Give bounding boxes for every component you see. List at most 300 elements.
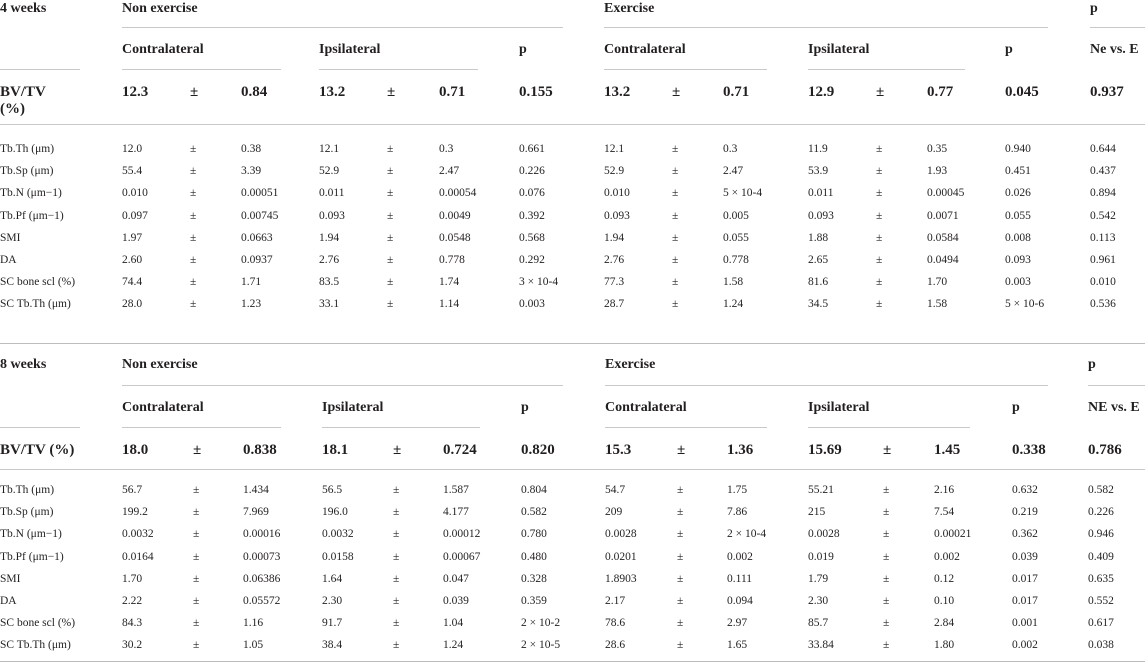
row-label: Tb.N (μm−1) bbox=[0, 187, 62, 200]
row-label: SMI bbox=[0, 572, 21, 585]
group-header-exercise: Exercise bbox=[605, 357, 656, 372]
header-rule bbox=[604, 27, 1048, 28]
table-cell: 0.582 bbox=[1088, 484, 1114, 496]
bvtv-cell: 12.9 bbox=[808, 84, 835, 100]
bvtv-cell: 0.820 bbox=[521, 442, 555, 458]
table-cell: ± bbox=[672, 276, 679, 289]
table-cell: 2.47 bbox=[439, 165, 460, 178]
table-cell: 0.093 bbox=[604, 209, 630, 222]
table-cell: 0.011 bbox=[808, 187, 834, 200]
table-cell: 0.093 bbox=[319, 209, 345, 222]
table-cell: 0.632 bbox=[1012, 484, 1038, 496]
bvtv-cell: 15.69 bbox=[808, 442, 842, 458]
subheader-p: p bbox=[519, 42, 527, 57]
table-cell: ± bbox=[677, 506, 684, 519]
table-cell: 84.3 bbox=[122, 617, 143, 630]
table-cell: 55.4 bbox=[122, 165, 143, 178]
bvtv-cell: 1.36 bbox=[727, 442, 754, 458]
table-cell: 0.0049 bbox=[439, 209, 471, 222]
table-cell: 2.97 bbox=[727, 617, 748, 630]
table-cell: 4.177 bbox=[443, 506, 469, 519]
row-label: Tb.Pf (μm−1) bbox=[0, 209, 64, 222]
table-cell: 0.226 bbox=[1088, 506, 1114, 519]
table-cell: 0.00073 bbox=[243, 550, 281, 563]
section-divider bbox=[0, 343, 1145, 344]
table-cell: 2.47 bbox=[723, 165, 744, 178]
table-cell: 2.76 bbox=[319, 254, 340, 266]
bvtv-cell: 0.84 bbox=[241, 84, 268, 100]
label-rule bbox=[0, 69, 80, 70]
table-cell: 0.0201 bbox=[605, 550, 637, 563]
table-cell: 1.23 bbox=[241, 298, 262, 311]
table-cell: ± bbox=[883, 550, 890, 563]
table-cell: 0.961 bbox=[1090, 254, 1116, 266]
table-cell: 74.4 bbox=[122, 276, 143, 289]
subheader-contralateral: Contralateral bbox=[122, 400, 204, 415]
table-cell: 0.093 bbox=[1005, 254, 1031, 266]
header-rule bbox=[1090, 27, 1145, 28]
table-cell: ± bbox=[393, 572, 400, 585]
bvtv-cell: ± bbox=[193, 442, 202, 458]
subheader-p: p bbox=[1005, 42, 1013, 57]
table-cell: 0.00051 bbox=[241, 187, 279, 200]
label-rule bbox=[0, 427, 80, 428]
table-cell: 7.86 bbox=[727, 506, 748, 519]
table-cell: ± bbox=[193, 639, 200, 652]
table-cell: 0.00012 bbox=[443, 528, 481, 541]
table-cell: 28.6 bbox=[605, 639, 626, 652]
table-cell: 0.362 bbox=[1012, 528, 1038, 541]
bvtv-cell: 12.3 bbox=[122, 84, 149, 100]
table-cell: 0.437 bbox=[1090, 165, 1116, 178]
table-cell: 0.451 bbox=[1005, 165, 1031, 178]
table-cell: 0.055 bbox=[723, 231, 749, 244]
table-cell: ± bbox=[883, 506, 890, 519]
table-cell: 0.017 bbox=[1012, 572, 1038, 585]
bvtv-cell: 1.45 bbox=[934, 442, 961, 458]
table-cell: 34.5 bbox=[808, 298, 829, 311]
table-cell: 0.38 bbox=[241, 143, 262, 155]
table-cell: 0.111 bbox=[727, 572, 753, 585]
table-cell: 1.04 bbox=[443, 617, 464, 630]
table-cell: 1.64 bbox=[322, 572, 343, 585]
subheader-comparison: Ne vs. E bbox=[1090, 42, 1139, 57]
table-section-8-weeks bbox=[0, 357, 1145, 663]
table-cell: 0.010 bbox=[122, 187, 148, 200]
table-cell: ± bbox=[677, 617, 684, 630]
bvtv-label: BV/TV (%) bbox=[0, 442, 75, 458]
table-cell: 1.74 bbox=[439, 276, 460, 289]
table-bottom-rule bbox=[0, 661, 1145, 662]
table-cell: 0.039 bbox=[1012, 550, 1038, 563]
table-cell: 1.88 bbox=[808, 231, 829, 244]
table-cell: 5 × 10-4 bbox=[723, 187, 763, 200]
table-cell: 0.017 bbox=[1012, 595, 1038, 607]
table-cell: 2 × 10-4 bbox=[727, 528, 767, 541]
table-cell: 0.226 bbox=[519, 165, 545, 178]
table-cell: 0.292 bbox=[519, 254, 545, 266]
table-cell: 196.0 bbox=[322, 506, 348, 519]
subheader-rule bbox=[808, 427, 970, 428]
table-cell: 7.969 bbox=[243, 506, 269, 519]
subheader-rule bbox=[322, 427, 480, 428]
subheader-p: p bbox=[521, 400, 529, 415]
table-cell: 209 bbox=[605, 506, 623, 519]
table-cell: ± bbox=[876, 165, 883, 178]
table-cell: 0.113 bbox=[1090, 231, 1116, 244]
table-cell: 28.0 bbox=[122, 298, 143, 311]
table-cell: 1.58 bbox=[723, 276, 744, 289]
table-cell: 2 × 10-5 bbox=[521, 639, 561, 652]
table-cell: ± bbox=[677, 528, 684, 541]
table-cell: 0.392 bbox=[519, 209, 545, 222]
p-header: p bbox=[1090, 1, 1098, 16]
table-cell: 2 × 10-2 bbox=[521, 617, 561, 630]
bvtv-label-unit: (%) bbox=[0, 101, 25, 117]
table-cell: 85.7 bbox=[808, 617, 829, 630]
table-cell: ± bbox=[193, 528, 200, 541]
table-cell: 0.0584 bbox=[927, 231, 959, 244]
table-cell: 0.038 bbox=[1088, 639, 1114, 652]
bvtv-separator bbox=[0, 124, 1145, 125]
table-cell: ± bbox=[193, 550, 200, 563]
row-label: SMI bbox=[0, 231, 21, 244]
table-cell: 0.005 bbox=[723, 209, 749, 222]
table-cell: ± bbox=[193, 595, 200, 607]
bvtv-label: BV/TV bbox=[0, 84, 46, 100]
table-cell: 2.65 bbox=[808, 254, 829, 266]
table-cell: ± bbox=[876, 143, 883, 155]
table-cell: ± bbox=[393, 506, 400, 519]
table-cell: ± bbox=[883, 572, 890, 585]
row-label: DA bbox=[0, 595, 17, 607]
subheader-rule bbox=[808, 69, 965, 70]
table-cell: ± bbox=[876, 187, 883, 200]
bvtv-cell: 0.71 bbox=[723, 84, 750, 100]
subheader-rule bbox=[122, 69, 281, 70]
bvtv-cell: 0.155 bbox=[519, 84, 553, 100]
table-cell: 1.587 bbox=[443, 484, 469, 496]
group-header-non-exercise: Non exercise bbox=[122, 357, 198, 372]
table-cell: 2.76 bbox=[604, 254, 625, 266]
table-cell: 0.076 bbox=[519, 187, 545, 200]
table-cell: ± bbox=[393, 528, 400, 541]
header-rule bbox=[1088, 385, 1145, 386]
table-cell: 0.568 bbox=[519, 231, 545, 244]
table-cell: 1.05 bbox=[243, 639, 264, 652]
table-cell: 0.055 bbox=[1005, 209, 1031, 222]
bvtv-cell: 0.786 bbox=[1088, 442, 1122, 458]
table-cell: ± bbox=[190, 276, 197, 289]
table-cell: 7.54 bbox=[934, 506, 955, 519]
table-cell: 0.011 bbox=[319, 187, 345, 200]
table-cell: ± bbox=[387, 231, 394, 244]
table-cell: 0.001 bbox=[1012, 617, 1038, 630]
table-cell: 1.93 bbox=[927, 165, 948, 178]
subheader-ipsilateral: Ipsilateral bbox=[322, 400, 384, 415]
table-cell: 2.17 bbox=[605, 595, 626, 607]
table-cell: ± bbox=[387, 165, 394, 178]
table-cell: 33.1 bbox=[319, 298, 340, 311]
table-cell: 1.80 bbox=[934, 639, 955, 652]
table-cell: ± bbox=[393, 550, 400, 563]
table-cell: ± bbox=[876, 231, 883, 244]
table-cell: 1.79 bbox=[808, 572, 829, 585]
table-cell: 3.39 bbox=[241, 165, 262, 178]
period-label: 4 weeks bbox=[0, 1, 47, 16]
table-cell: 0.00745 bbox=[241, 209, 279, 222]
bvtv-cell: ± bbox=[387, 84, 396, 100]
table-cell: 38.4 bbox=[322, 639, 343, 652]
subheader-ipsilateral: Ipsilateral bbox=[808, 400, 870, 415]
table-cell: ± bbox=[672, 298, 679, 311]
row-label: DA bbox=[0, 254, 17, 266]
table-cell: 0.778 bbox=[723, 254, 749, 266]
table-cell: 0.536 bbox=[1090, 298, 1116, 311]
subheader-rule bbox=[605, 427, 767, 428]
bvtv-cell: 13.2 bbox=[319, 84, 346, 100]
table-cell: 0.359 bbox=[521, 595, 547, 607]
subheader-p: p bbox=[1012, 400, 1020, 415]
table-cell: 1.94 bbox=[319, 231, 340, 244]
table-cell: 33.84 bbox=[808, 639, 834, 652]
table-cell: 0.328 bbox=[521, 572, 547, 585]
table-cell: 56.5 bbox=[322, 484, 343, 496]
table-cell: ± bbox=[883, 528, 890, 541]
subheader-rule bbox=[122, 427, 281, 428]
table-cell: ± bbox=[190, 231, 197, 244]
table-cell: 0.00067 bbox=[443, 550, 481, 563]
table-cell: 52.9 bbox=[319, 165, 340, 178]
table-cell: 2.16 bbox=[934, 484, 955, 496]
subheader-contralateral: Contralateral bbox=[605, 400, 687, 415]
bvtv-cell: 18.1 bbox=[322, 442, 349, 458]
row-label: SC Tb.Th (μm) bbox=[0, 639, 71, 652]
table-cell: ± bbox=[190, 298, 197, 311]
bvtv-cell: 0.724 bbox=[443, 442, 477, 458]
table-cell: ± bbox=[193, 617, 200, 630]
row-label: Tb.Sp (μm) bbox=[0, 506, 54, 519]
table-cell: 0.644 bbox=[1090, 143, 1116, 155]
table-cell: 0.12 bbox=[934, 572, 955, 585]
bvtv-cell: ± bbox=[393, 442, 402, 458]
table-cell: ± bbox=[190, 209, 197, 222]
row-label: Tb.Th (μm) bbox=[0, 484, 55, 496]
bvtv-cell: ± bbox=[677, 442, 686, 458]
table-cell: ± bbox=[387, 276, 394, 289]
table-cell: ± bbox=[672, 143, 679, 155]
table-cell: 1.94 bbox=[604, 231, 625, 244]
period-label: 8 weeks bbox=[0, 357, 47, 372]
table-cell: ± bbox=[677, 639, 684, 652]
bvtv-cell: ± bbox=[190, 84, 199, 100]
table-cell: 53.9 bbox=[808, 165, 829, 178]
table-cell: ± bbox=[193, 484, 200, 496]
bvtv-cell: ± bbox=[672, 84, 681, 100]
bvtv-cell: 0.338 bbox=[1012, 442, 1046, 458]
table-cell: ± bbox=[677, 595, 684, 607]
subheader-contralateral: Contralateral bbox=[122, 42, 204, 57]
bvtv-cell: ± bbox=[876, 84, 885, 100]
table-cell: 52.9 bbox=[604, 165, 625, 178]
table-cell: 0.002 bbox=[1012, 639, 1038, 652]
table-cell: 0.097 bbox=[122, 209, 148, 222]
subheader-rule bbox=[319, 69, 478, 70]
table-cell: 1.58 bbox=[927, 298, 948, 311]
subheader-contralateral: Contralateral bbox=[604, 42, 686, 57]
table-cell: 0.002 bbox=[934, 550, 960, 563]
table-cell: ± bbox=[672, 254, 679, 266]
table-cell: 1.434 bbox=[243, 484, 269, 496]
table-cell: 0.0032 bbox=[322, 528, 354, 541]
row-label: SC Tb.Th (μm) bbox=[0, 298, 71, 311]
table-cell: ± bbox=[677, 572, 684, 585]
row-label: SC bone scl (%) bbox=[0, 617, 76, 630]
bvtv-cell: 0.045 bbox=[1005, 84, 1039, 100]
table-cell: ± bbox=[672, 231, 679, 244]
table-cell: 3 × 10-4 bbox=[519, 276, 559, 289]
table-cell: 0.010 bbox=[604, 187, 630, 200]
table-cell: 0.05572 bbox=[243, 595, 281, 607]
table-cell: 12.1 bbox=[604, 143, 625, 155]
table-cell: 2.84 bbox=[934, 617, 955, 630]
row-label: Tb.N (μm−1) bbox=[0, 528, 62, 541]
table-cell: 1.65 bbox=[727, 639, 748, 652]
row-label: Tb.Pf (μm−1) bbox=[0, 550, 64, 563]
bvtv-separator bbox=[0, 469, 1145, 470]
table-cell: ± bbox=[387, 209, 394, 222]
table-cell: 0.35 bbox=[927, 143, 948, 155]
table-cell: 1.16 bbox=[243, 617, 264, 630]
table-cell: 1.70 bbox=[122, 572, 143, 585]
table-cell: 0.010 bbox=[1090, 276, 1116, 289]
table-cell: 0.804 bbox=[521, 484, 547, 496]
table-cell: ± bbox=[387, 143, 394, 155]
row-label: SC bone scl (%) bbox=[0, 276, 76, 289]
table-cell: 0.06386 bbox=[243, 572, 281, 585]
table-cell: 1.14 bbox=[439, 298, 460, 311]
table-cell: ± bbox=[672, 187, 679, 200]
table-cell: 0.3 bbox=[439, 143, 454, 155]
table-cell: 0.3 bbox=[723, 143, 738, 155]
table-cell: ± bbox=[387, 187, 394, 200]
table-cell: 54.7 bbox=[605, 484, 626, 496]
table-cell: ± bbox=[393, 617, 400, 630]
table-cell: 0.047 bbox=[443, 572, 469, 585]
table-cell: 1.24 bbox=[443, 639, 464, 652]
table-cell: 0.946 bbox=[1088, 528, 1114, 541]
table-cell: ± bbox=[677, 484, 684, 496]
table-cell: 2.22 bbox=[122, 595, 143, 607]
row-label: Tb.Sp (μm) bbox=[0, 165, 54, 178]
table-cell: 1.8903 bbox=[605, 572, 637, 585]
subheader-comparison: NE vs. E bbox=[1088, 400, 1140, 415]
table-cell: 0.00016 bbox=[243, 528, 281, 541]
table-cell: 0.480 bbox=[521, 550, 547, 563]
table-cell: 1.70 bbox=[927, 276, 948, 289]
row-label: Tb.Th (μm) bbox=[0, 143, 55, 155]
table-cell: ± bbox=[883, 617, 890, 630]
table-cell: 5 × 10-6 bbox=[1005, 298, 1045, 311]
table-cell: 0.039 bbox=[443, 595, 469, 607]
table-cell: 0.219 bbox=[1012, 506, 1038, 519]
table-cell: 0.780 bbox=[521, 528, 547, 541]
table-cell: 0.002 bbox=[727, 550, 753, 563]
table-cell: ± bbox=[677, 550, 684, 563]
table-cell: 56.7 bbox=[122, 484, 143, 496]
table-cell: 0.0937 bbox=[241, 254, 273, 266]
table-cell: 0.635 bbox=[1088, 572, 1114, 585]
table-cell: 0.0494 bbox=[927, 254, 959, 266]
table-cell: 0.026 bbox=[1005, 187, 1031, 200]
table-cell: ± bbox=[393, 595, 400, 607]
table-cell: ± bbox=[387, 254, 394, 266]
table-cell: 12.0 bbox=[122, 143, 143, 155]
table-cell: ± bbox=[393, 484, 400, 496]
table-cell: 0.894 bbox=[1090, 187, 1116, 200]
table-cell: 0.542 bbox=[1090, 209, 1116, 222]
table-cell: ± bbox=[190, 187, 197, 200]
table-cell: 0.0028 bbox=[605, 528, 637, 541]
table-cell: ± bbox=[193, 572, 200, 585]
table-cell: ± bbox=[883, 639, 890, 652]
table-cell: 0.0028 bbox=[808, 528, 840, 541]
table-cell: 0.008 bbox=[1005, 231, 1031, 244]
table-cell: 0.552 bbox=[1088, 595, 1114, 607]
table-cell: 0.003 bbox=[519, 298, 545, 311]
bvtv-cell: 0.937 bbox=[1090, 84, 1124, 100]
table-cell: 91.7 bbox=[322, 617, 343, 630]
bvtv-cell: 0.71 bbox=[439, 84, 466, 100]
table-cell: ± bbox=[672, 209, 679, 222]
table-cell: 199.2 bbox=[122, 506, 148, 519]
table-cell: ± bbox=[883, 595, 890, 607]
table-cell: 0.10 bbox=[934, 595, 955, 607]
table-cell: 0.778 bbox=[439, 254, 465, 266]
table-section-4-weeks bbox=[0, 0, 1145, 330]
table-cell: 1.24 bbox=[723, 298, 744, 311]
table-cell: 0.093 bbox=[808, 209, 834, 222]
table-cell: 0.0164 bbox=[122, 550, 154, 563]
group-header-non-exercise: Non exercise bbox=[122, 1, 198, 16]
bvtv-cell: 15.3 bbox=[605, 442, 632, 458]
table-cell: 0.00045 bbox=[927, 187, 965, 200]
table-cell: 0.582 bbox=[521, 506, 547, 519]
table-cell: ± bbox=[876, 276, 883, 289]
subheader-ipsilateral: Ipsilateral bbox=[319, 42, 381, 57]
table-cell: 77.3 bbox=[604, 276, 625, 289]
table-cell: 0.094 bbox=[727, 595, 753, 607]
table-cell: 81.6 bbox=[808, 276, 829, 289]
table-cell: 0.661 bbox=[519, 143, 545, 155]
table-cell: 30.2 bbox=[122, 639, 143, 652]
table-cell: 0.019 bbox=[808, 550, 834, 563]
table-cell: 0.0548 bbox=[439, 231, 471, 244]
table-cell: ± bbox=[876, 298, 883, 311]
header-rule bbox=[122, 27, 563, 28]
table-cell: 12.1 bbox=[319, 143, 340, 155]
table-cell: 0.409 bbox=[1088, 550, 1114, 563]
group-header-exercise: Exercise bbox=[604, 1, 655, 16]
header-rule bbox=[122, 385, 563, 386]
bvtv-cell: ± bbox=[883, 442, 892, 458]
table-cell: 2.60 bbox=[122, 254, 143, 266]
table-cell: 0.0158 bbox=[322, 550, 354, 563]
table-cell: ± bbox=[190, 254, 197, 266]
table-cell: 0.00021 bbox=[934, 528, 972, 541]
bvtv-cell: 0.77 bbox=[927, 84, 954, 100]
table-cell: ± bbox=[672, 165, 679, 178]
